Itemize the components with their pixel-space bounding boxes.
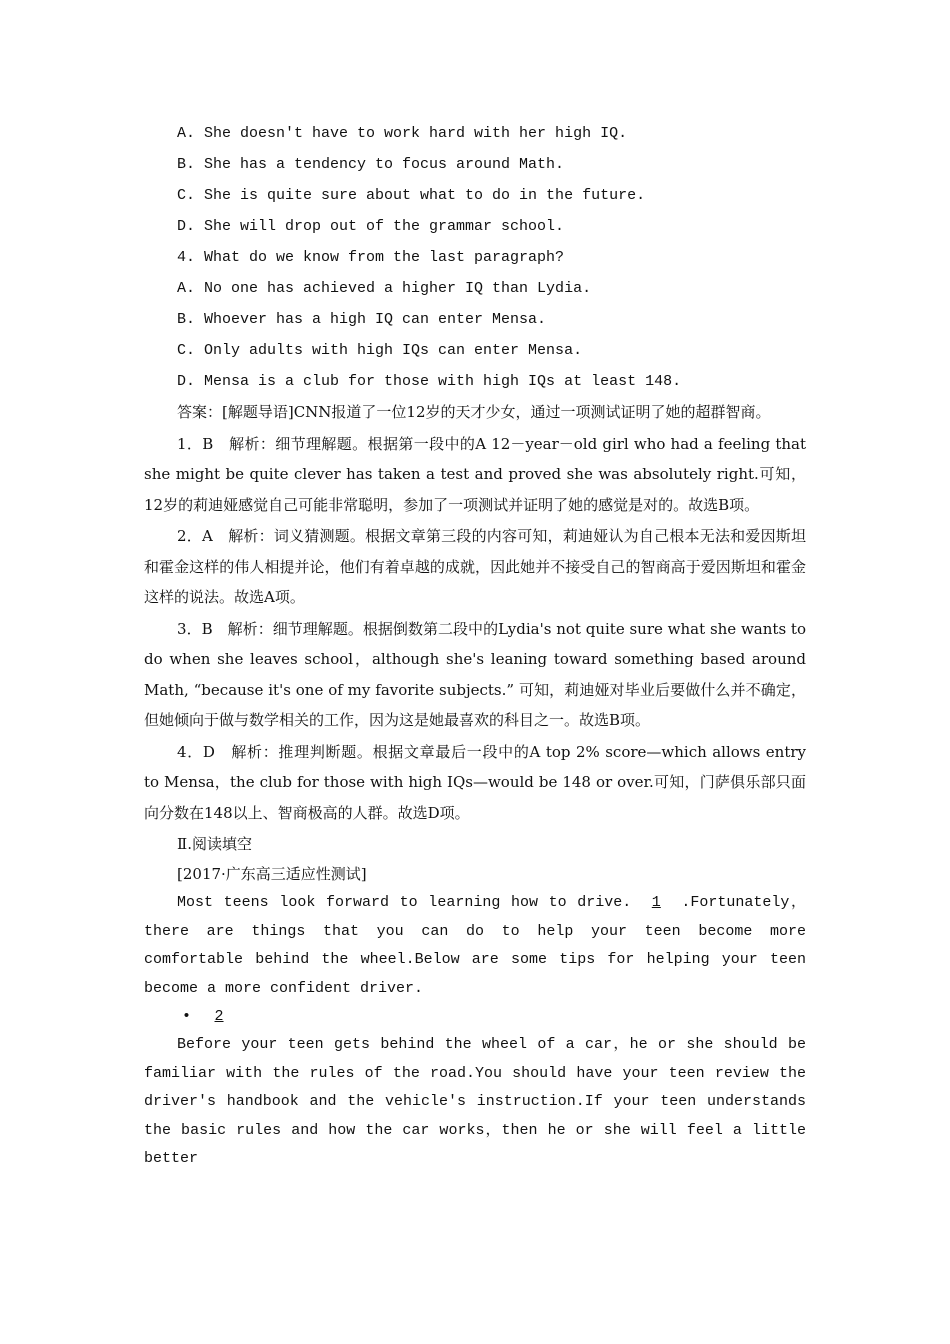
q4-option-a: A. No one has achieved a higher IQ than Lydia. xyxy=(177,280,592,297)
passage-paragraph-1 xyxy=(144,889,806,1003)
passage-p1-after: .Fortunately，there are things that you can do to help your teen become more comfortable behind the wheel.Below are some tips for helping your teen become a more confident driver. xyxy=(144,894,806,997)
section-title: Ⅱ.阅读填空 xyxy=(177,835,252,853)
q3-option-b: B. She has a tendency to focus around Math. xyxy=(177,156,565,173)
q4-option-b: B. Whoever has a high IQ can enter Mensa. xyxy=(177,311,547,328)
answer-2-explanation: 2．A 解析：词义猜测题。根据文章第三段的内容可知，莉迪娅认为自己根本无法和爱因斯坦和霍金这样的伟人相提并论，他们有着卓越的成就，因此她并不接受自己的智商高于爱因斯坦和霍金这样的说法。故选A项。 xyxy=(144,527,806,606)
q3-option-d: D. She will drop out of the grammar school. xyxy=(177,218,565,235)
q4-option-c: C. Only adults with high IQs can enter Mensa. xyxy=(177,342,583,359)
passage-paragraph-2: Before your teen gets behind the wheel of a car，he or she should be familiar with the rules of the road.You should have your teen review the driver's handbook and the vehicle's instruction.If your teen understands the basic rules and how the car works，then he or she will feel a little better xyxy=(144,1036,806,1167)
q3-option-c: C. She is quite sure about what to do in the future. xyxy=(177,187,646,204)
answer-4-explanation: 4．D 解析：推理判断题。根据文章最后一段中的A top 2% score—which allows entry to Mensa，the club for those with high IQs—would be 148 or over.可知，门萨俱乐部只面向分数在148以上、智商极高的人群。故选D项。 xyxy=(144,742,806,822)
blank-2-line xyxy=(144,1003,806,1031)
answer-3-explanation: 3．B 解析：细节理解题。根据倒数第二段中的Lydia's not quite sure what she wants to do when she leaves school，although she's leaning toward something based around Math, “because it's one of my favorite subjects.” 可知，莉迪娅对毕业后要做什么并不确定，但她倾向于做与数学相关的工作，因为这是她最喜欢的科目之一。故选B项。 xyxy=(144,619,806,729)
bullet-icon: • xyxy=(182,1008,192,1025)
blank-1: 1 xyxy=(651,894,661,911)
q3-option-a: A. She doesn't have to work hard with her high IQ. xyxy=(177,125,628,142)
answer-intro: 答案：[解题导语]CNN报道了一位12岁的天才少女，通过一项测试证明了她的超群智商。 xyxy=(177,403,771,421)
page-content xyxy=(144,118,806,1174)
q4-stem: 4. What do we know from the last paragraph? xyxy=(177,249,565,266)
passage-source: [2017·广东高三适应性测试] xyxy=(177,865,367,883)
q4-option-d: D. Mensa is a club for those with high IQs at least 148. xyxy=(177,373,682,390)
blank-2: 2 xyxy=(214,1008,224,1025)
answer-1-explanation: 1．B 解析：细节理解题。根据第一段中的A 12－year－old girl who had a feeling that she might be quite clever has taken a test and proved she was absolutely right.可知，12岁的莉迪娅感觉自己可能非常聪明，参加了一项测试并证明了她的感觉是对的。故选B项。 xyxy=(144,434,806,514)
passage-p1-before: Most teens look forward to learning how to drive. xyxy=(177,894,632,911)
